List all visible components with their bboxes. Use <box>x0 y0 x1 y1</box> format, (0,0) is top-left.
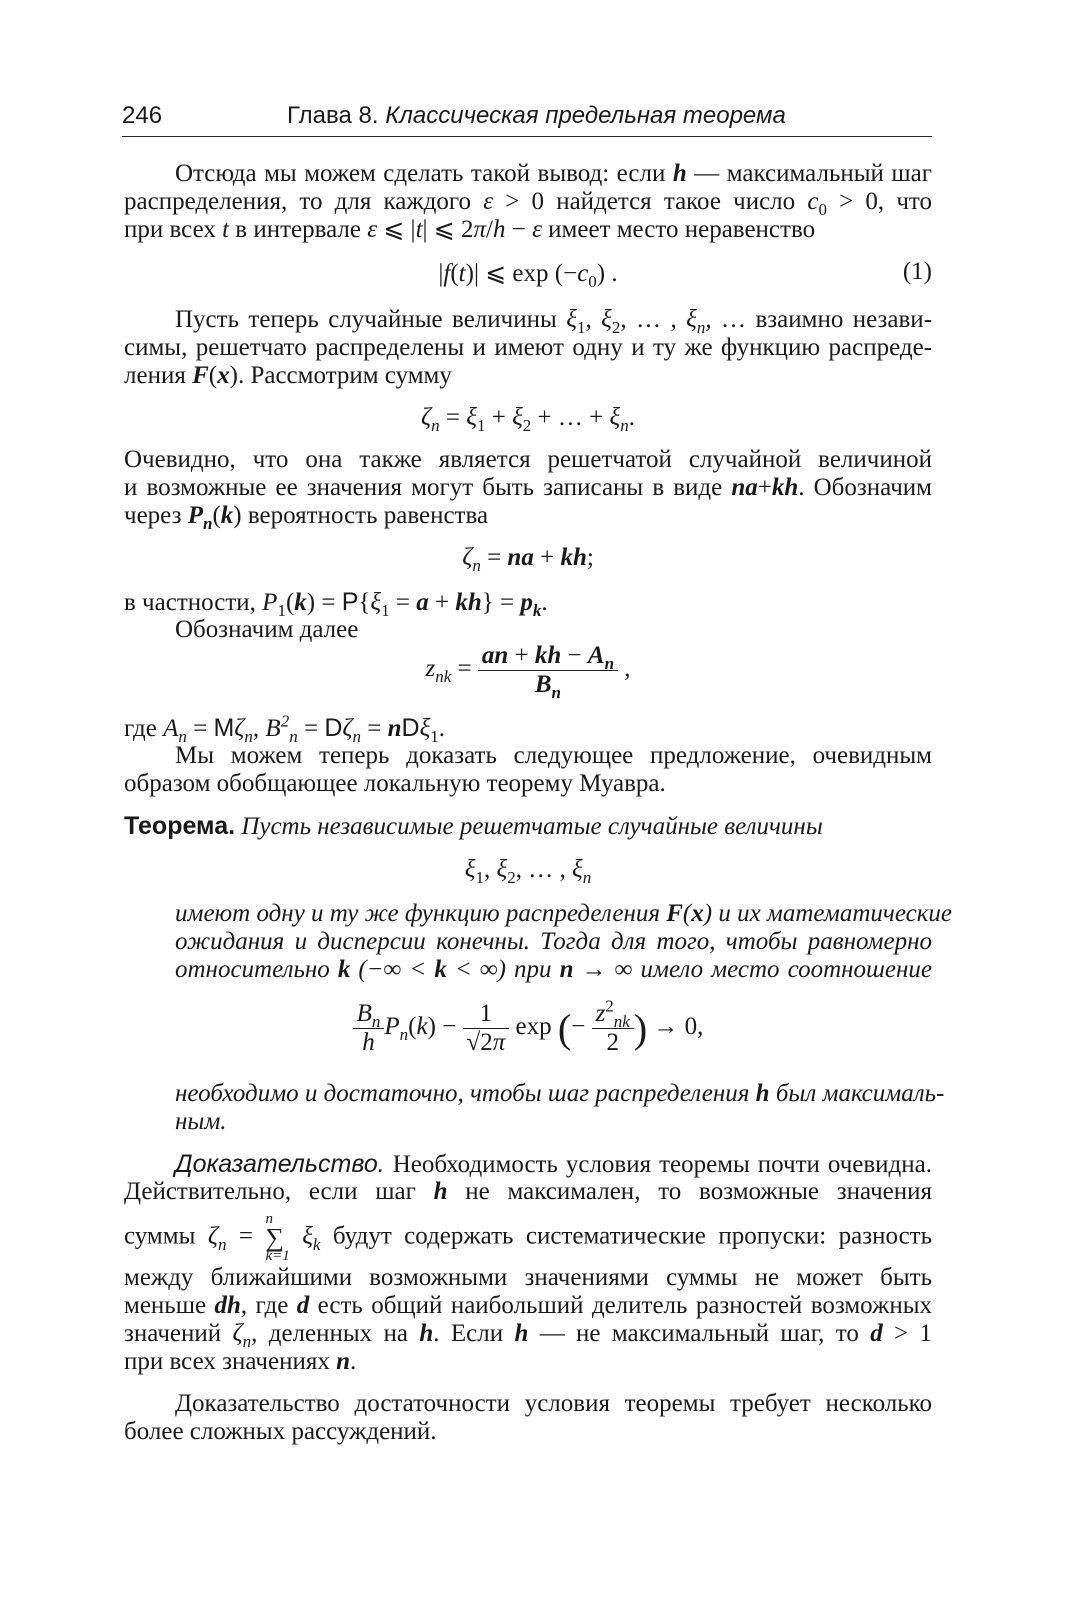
zeta-equation: $\zeta_n$ = na + kh; <box>462 544 594 575</box>
paragraph-1-line-1: Отсюда мы можем сделать такой вывод: если h — максимальный шаг <box>175 160 932 187</box>
paragraph-7-line-2: образом обобщающее локальную теорему Муавра. <box>124 770 666 797</box>
sum-equation: $\zeta_n = \xi_1 + \xi_2$ + … + $\xi_n$. <box>421 404 635 435</box>
proof-line-2: Действительно, если шаг h не максимален, то возможные значения <box>124 1178 932 1205</box>
summation-sign: n ∑ k=1 <box>265 1211 290 1264</box>
proof-line-3: суммы $\zeta_n$ = n ∑ k=1 $\xi_k$ будут содержать систематические пропуски: разность <box>124 1211 932 1264</box>
paragraph-4-line-1: в частности, $P_1(k) = P\{\xi_1 = a + kh\} = p_k$. <box>124 588 548 620</box>
theorem-label: Теорема. <box>124 812 236 840</box>
theorem-line-5: необходимо и достаточно, чтобы шаг распределения h был максималь- <box>175 1080 945 1107</box>
paragraph-2-line-2: симы, решетчато распределены и имеют одну и ту же функцию распреде- <box>124 334 932 361</box>
paragraph-1-line-3: при всех t в интервале ε ⩽ |t| ⩽ 2π/h − ε имеет место неравенство <box>124 216 816 243</box>
paragraph-5-line-1: Обозначим далее <box>175 616 359 643</box>
paragraph-1-line-2: распределения, то для каждого ε > 0 найдется такое число $c_0 > 0$, что <box>124 188 932 219</box>
proof-line-7: при всех значениях n. <box>124 1348 357 1375</box>
chapter-label: Глава 8. <box>287 102 379 129</box>
theorem-line-1: Теорема. Пусть независимые решетчатые случайные величины <box>124 812 823 840</box>
running-header <box>122 100 932 137</box>
proof-label: Доказательство. <box>175 1150 385 1178</box>
theorem-line-2: имеют одну и ту же функцию распределения F(x) и их математические <box>175 900 952 927</box>
paragraph-8-line-1: Доказательство достаточности условия теоремы требует несколько <box>175 1390 932 1417</box>
limit-relation: $\frac{B_n}{h}$ $P_n(k)$ − $\frac{1}{√2\pi}$ exp (− $\frac{z^2_{nk}}{2}$ ) → 0, <box>124 1000 932 1057</box>
theorem-line-3: ожидания и дисперсии конечны. Тогда для того, чтобы равномерно <box>175 928 932 955</box>
theorem-sequence: $\xi_1$, $\xi_2$, … , $\xi_n$ <box>464 856 592 887</box>
paragraph-6-line-1: где $A_n = M\zeta_n$, $B^2_n = D\zeta_n = nD\xi_1$. <box>124 711 446 746</box>
theorem-line-4: относительно k (−∞ < k < ∞) при n → ∞ имело место соотношение <box>175 956 932 983</box>
theorem-line-6: ным. <box>175 1108 227 1135</box>
proof-line-4: между ближайшими возможными значениями суммы не может быть <box>124 1264 932 1291</box>
page-number: 246 <box>122 102 163 129</box>
znk-equation: $z_{nk}$ = $\frac{an + kh - A_n}{B_n}$ , <box>425 642 631 702</box>
proof-line-5: меньше dh, где d есть общий наибольший делитель разностей возможных <box>124 1292 933 1319</box>
paragraph-3-line-3: через $P_n(k)$ вероятность равенства <box>124 502 489 533</box>
proof-line-6: значений $\zeta_n$, деленных на h. Если h — не максимальный шаг, то d > 1 <box>124 1320 932 1351</box>
equation-number: (1) <box>902 258 932 285</box>
paragraph-3-line-2: и возможные ее значения могут быть записаны в виде na+kh. Обозначим <box>124 474 932 501</box>
proof-line-1: Доказательство. Необходимость условия теоремы почти очевидна. <box>175 1150 932 1178</box>
paragraph-2-line-1: Пусть теперь случайные величины $\xi_1$, $\xi_2$, … , $\xi_n$, … взаимно незави- <box>175 306 933 337</box>
running-title <box>287 102 786 130</box>
paragraph-7-line-1: Мы можем теперь доказать следующее предложение, очевидным <box>175 742 932 769</box>
paragraph-2-line-3: ления F(x). Рассмотрим сумму <box>124 362 452 389</box>
equation-1: |f(t)| ⩽ $\exp (-c_0)$ . (1) <box>438 258 932 291</box>
paragraph-8-line-2: более сложных рассуждений. <box>124 1418 437 1445</box>
paragraph-3-line-1: Очевидно, что она также является решетчатой случайной величиной <box>124 446 932 473</box>
chapter-title: Классическая предельная теорема <box>385 102 786 129</box>
